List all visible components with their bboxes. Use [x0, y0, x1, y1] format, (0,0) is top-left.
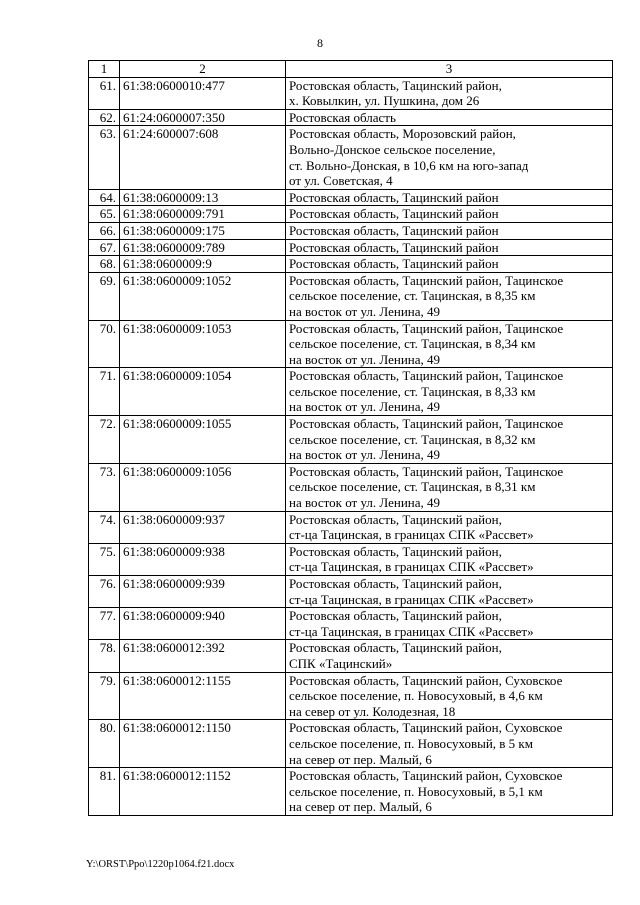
- address-line: от ул. Советская, 4: [289, 173, 393, 189]
- row-number: 78.: [89, 640, 120, 672]
- address-line: Ростовская область, Тацинский район, Суховское: [289, 720, 563, 736]
- address-cell: [286, 511, 613, 543]
- table-row: [89, 576, 613, 608]
- cadastral-number: 61:38:0600009:791: [120, 206, 286, 223]
- cadastral-number: 61:38:0600009:1052: [120, 272, 286, 320]
- table-header-row: [89, 61, 613, 78]
- address-cell: [286, 768, 613, 816]
- address-line: ст-ца Тацинская, в границах СПК «Рассвет»: [289, 623, 534, 639]
- address-line: Ростовская область, Тацинский район: [289, 239, 499, 255]
- address-line: на север от пер. Малый, 6: [289, 751, 432, 767]
- address-cell: [286, 608, 613, 640]
- table-row: [89, 189, 613, 206]
- address-line: сельское поселение, ст. Тацинская, в 8,35 км: [289, 288, 536, 304]
- address-line: х. Ковылкин, ул. Пушкина, дом 26: [289, 93, 480, 109]
- cadastral-number: 61:38:0600009:9: [120, 256, 286, 273]
- cadastral-number: 61:38:0600009:940: [120, 608, 286, 640]
- table-row: [89, 720, 613, 768]
- address-line: на север от пер. Малый, 6: [289, 799, 432, 815]
- cadastral-number: 61:38:0600012:1150: [120, 720, 286, 768]
- address-line: на восток от ул. Ленина, 49: [289, 399, 441, 415]
- cadastral-number: 61:38:0600012:1152: [120, 768, 286, 816]
- address-line: на восток от ул. Ленина, 49: [289, 303, 441, 319]
- address-cell: [286, 109, 613, 126]
- table-row: [89, 640, 613, 672]
- cadastral-number: 61:38:0600009:937: [120, 511, 286, 543]
- table-row: [89, 109, 613, 126]
- address-line: сельское поселение, ст. Тацинская, в 8,31 км: [289, 479, 536, 495]
- footer-file-path: Y:\ORST\Ppo\1220p1064.f21.docx: [86, 859, 235, 870]
- address-line: Ростовская область, Тацинский район,: [289, 640, 502, 656]
- address-cell: [286, 368, 613, 416]
- address-cell: [286, 320, 613, 368]
- row-number: 62.: [89, 109, 120, 126]
- row-number: 67.: [89, 239, 120, 256]
- address-line: сельское поселение, ст. Тацинская, в 8,34 км: [289, 336, 536, 352]
- table-row: [89, 368, 613, 416]
- cadastral-number: 61:38:0600012:392: [120, 640, 286, 672]
- address-cell: [286, 256, 613, 273]
- cadastral-number: 61:38:0600009:1055: [120, 416, 286, 464]
- address-line: Ростовская область, Тацинский район: [289, 222, 499, 238]
- address-cell: [286, 576, 613, 608]
- row-number: 70.: [89, 320, 120, 368]
- row-number: 64.: [89, 189, 120, 206]
- address-line: Ростовская область, Тацинский район, Тацинское: [289, 368, 564, 384]
- address-line: ст-ца Тацинская, в границах СПК «Рассвет»: [289, 527, 534, 543]
- address-line: сельское поселение, п. Новосуховый, в 5,1 км: [289, 783, 543, 799]
- table-row: [89, 511, 613, 543]
- row-number: 68.: [89, 256, 120, 273]
- address-cell: [286, 463, 613, 511]
- address-line: сельское поселение, ст. Тацинская, в 8,32 км: [289, 431, 536, 447]
- row-number: 66.: [89, 222, 120, 239]
- address-cell: [286, 77, 613, 109]
- table-row: [89, 77, 613, 109]
- table-row: [89, 256, 613, 273]
- cadastral-number: 61:38:0600009:1054: [120, 368, 286, 416]
- table-row: [89, 543, 613, 575]
- cadastral-number: 61:38:0600009:789: [120, 239, 286, 256]
- header-col-3: 3: [286, 61, 613, 78]
- table-row: [89, 416, 613, 464]
- address-cell: [286, 126, 613, 189]
- row-number: 65.: [89, 206, 120, 223]
- address-cell: [286, 222, 613, 239]
- row-number: 73.: [89, 463, 120, 511]
- cadastral-number: 61:38:0600009:13: [120, 189, 286, 206]
- cadastral-number: 61:38:0600009:938: [120, 543, 286, 575]
- address-cell: [286, 543, 613, 575]
- table-row: [89, 320, 613, 368]
- table-row: [89, 463, 613, 511]
- address-line: Ростовская область, Тацинский район, Суховское: [289, 768, 563, 784]
- address-line: Ростовская область, Тацинский район, Тацинское: [289, 416, 564, 432]
- address-line: на восток от ул. Ленина, 49: [289, 495, 441, 511]
- address-line: сельское поселение, п. Новосуховый, в 5 км: [289, 735, 533, 751]
- cadastral-number: 61:38:0600012:1155: [120, 672, 286, 720]
- address-cell: [286, 189, 613, 206]
- row-number: 74.: [89, 511, 120, 543]
- table-row: [89, 672, 613, 720]
- header-col-1: 1: [89, 61, 120, 78]
- cadastral-number: 61:38:0600009:1053: [120, 320, 286, 368]
- table-row: [89, 239, 613, 256]
- address-line: Вольно-Донское сельское поселение,: [289, 141, 496, 157]
- address-line: Ростовская область, Тацинский район, Тацинское: [289, 272, 564, 288]
- address-cell: [286, 416, 613, 464]
- address-line: ст-ца Тацинская, в границах СПК «Рассвет»: [289, 559, 534, 575]
- table-row: [89, 272, 613, 320]
- address-cell: [286, 640, 613, 672]
- page-number: 8: [317, 36, 323, 50]
- row-number: 75.: [89, 543, 120, 575]
- cadastral-number: 61:38:0600010:477: [120, 77, 286, 109]
- address-line: Ростовская область, Тацинский район: [289, 189, 499, 205]
- address-line: Ростовская область, Тацинский район, Тацинское: [289, 320, 564, 336]
- address-cell: [286, 206, 613, 223]
- row-number: 71.: [89, 368, 120, 416]
- row-number: 63.: [89, 126, 120, 189]
- row-number: 72.: [89, 416, 120, 464]
- row-number: 80.: [89, 720, 120, 768]
- address-line: СПК «Тацинский»: [289, 655, 393, 671]
- address-line: ст. Вольно-Донская, в 10,6 км на юго-запад: [289, 157, 529, 173]
- cadastral-number: 61:38:0600009:175: [120, 222, 286, 239]
- address-cell: [286, 272, 613, 320]
- address-line: Ростовская область, Тацинский район: [289, 256, 499, 272]
- address-cell: [286, 672, 613, 720]
- row-number: 81.: [89, 768, 120, 816]
- cadastral-number: 61:24:600007:608: [120, 126, 286, 189]
- table-row: [89, 206, 613, 223]
- address-line: Ростовская область: [289, 109, 396, 125]
- address-line: Ростовская область, Тацинский район, Суховское: [289, 672, 563, 688]
- address-line: на север от ул. Колодезная, 18: [289, 703, 456, 719]
- address-line: Ростовская область, Тацинский район,: [289, 576, 502, 591]
- address-line: на восток от ул. Ленина, 49: [289, 351, 441, 367]
- address-line: Ростовская область, Тацинский район, Тацинское: [289, 463, 564, 479]
- address-line: Ростовская область, Тацинский район,: [289, 511, 502, 527]
- row-number: 61.: [89, 77, 120, 109]
- address-line: Ростовская область, Тацинский район,: [289, 543, 502, 559]
- address-line: ст-ца Тацинская, в границах СПК «Рассвет»: [289, 591, 534, 607]
- parcel-table: [88, 60, 613, 816]
- cadastral-number: 61:38:0600009:939: [120, 576, 286, 608]
- address-cell: [286, 239, 613, 256]
- address-line: Ростовская область, Тацинский район,: [289, 608, 502, 624]
- row-number: 76.: [89, 576, 120, 608]
- table-row: [89, 608, 613, 640]
- address-line: Ростовская область, Морозовский район,: [289, 126, 516, 142]
- row-number: 79.: [89, 672, 120, 720]
- address-line: Ростовская область, Тацинский район: [289, 206, 499, 222]
- table-row: [89, 126, 613, 189]
- table-row: [89, 222, 613, 239]
- address-line: сельское поселение, ст. Тацинская, в 8,33 км: [289, 383, 536, 399]
- row-number: 69.: [89, 272, 120, 320]
- row-number: 77.: [89, 608, 120, 640]
- address-line: сельское поселение, п. Новосуховый, в 4,6 км: [289, 688, 543, 704]
- table-row: [89, 768, 613, 816]
- header-col-2: 2: [120, 61, 286, 78]
- address-line: Ростовская область, Тацинский район,: [289, 77, 502, 93]
- address-cell: [286, 720, 613, 768]
- cadastral-number: 61:38:0600009:1056: [120, 463, 286, 511]
- address-line: на восток от ул. Ленина, 49: [289, 447, 441, 463]
- cadastral-number: 61:24:0600007:350: [120, 109, 286, 126]
